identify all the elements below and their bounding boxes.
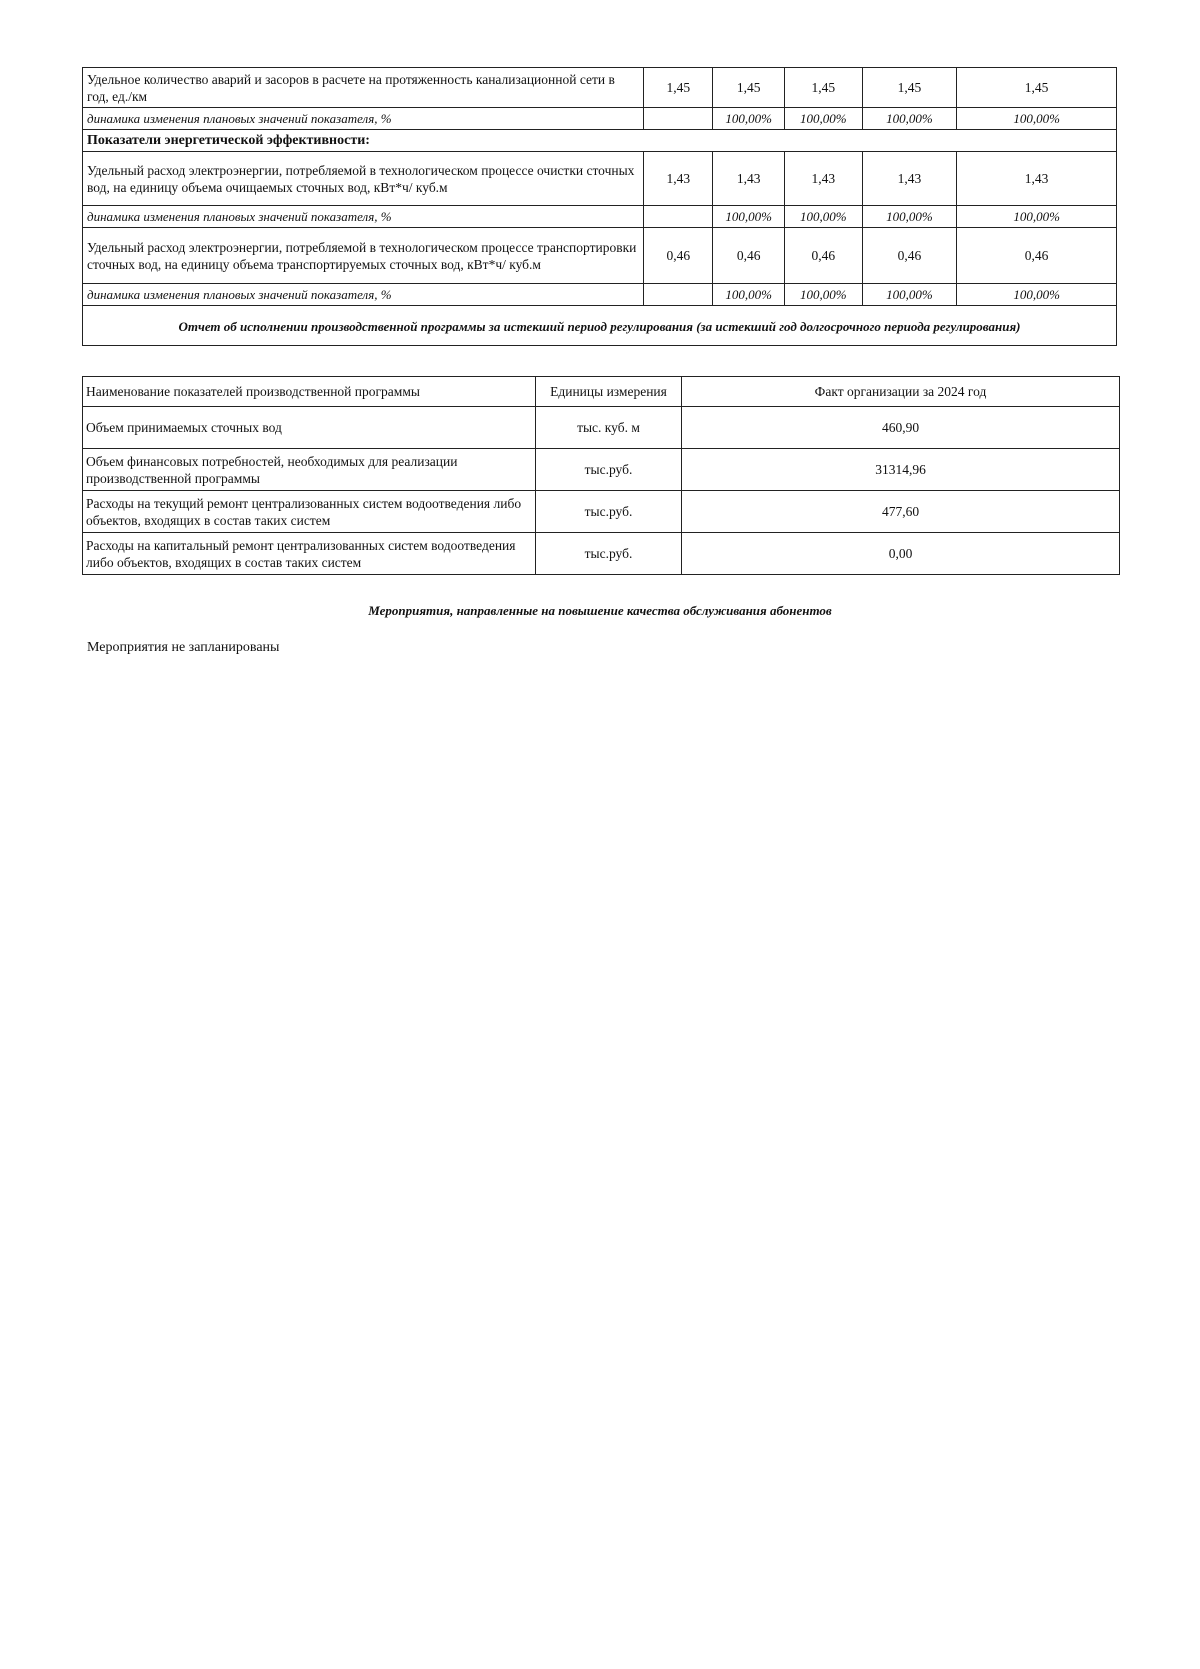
dynamics-value: 100,00%	[957, 206, 1117, 228]
row-fact: 31314,96	[682, 449, 1120, 491]
report-table-body	[83, 407, 1120, 575]
report-row	[83, 533, 1120, 575]
dynamics-value: 100,00%	[784, 284, 862, 306]
indicator-row	[83, 152, 1117, 206]
dynamics-value: 100,00%	[784, 206, 862, 228]
dynamics-value: 100,00%	[862, 284, 957, 306]
report-table-header	[83, 377, 1120, 407]
indicator-value: 1,45	[644, 68, 713, 108]
indicator-value: 0,46	[713, 228, 784, 284]
dynamics-value: 100,00%	[862, 206, 957, 228]
indicator-value: 1,45	[957, 68, 1117, 108]
indicator-value: 0,46	[862, 228, 957, 284]
section-title: Показатели энергетической эффективности:	[83, 130, 1117, 152]
section-row	[83, 130, 1117, 152]
indicator-value: 1,43	[957, 152, 1117, 206]
indicator-value: 1,43	[713, 152, 784, 206]
indicator-value: 0,46	[957, 228, 1117, 284]
indicators-table	[82, 67, 1117, 346]
indicator-label: Удельное количество аварий и засоров в расчете на протяженность канализационной сети в год, ед./км	[83, 68, 644, 108]
dynamics-row	[83, 108, 1117, 130]
indicator-value: 1,43	[644, 152, 713, 206]
row-units: тыс.руб.	[536, 491, 682, 533]
row-fact: 0,00	[682, 533, 1120, 575]
dynamics-value: 100,00%	[713, 108, 784, 130]
indicator-value: 0,46	[784, 228, 862, 284]
row-fact: 460,90	[682, 407, 1120, 449]
report-table	[82, 376, 1120, 575]
report-header-name: Наименование показателей производственной программы	[83, 377, 536, 407]
indicator-value: 1,43	[862, 152, 957, 206]
dynamics-value: 100,00%	[713, 284, 784, 306]
row-units: тыс.руб.	[536, 533, 682, 575]
dynamics-value	[644, 206, 713, 228]
row-units: тыс.руб.	[536, 449, 682, 491]
measures-heading: Мероприятия, направленные на повышение качества обслуживания абонентов	[368, 603, 832, 618]
dynamics-value: 100,00%	[957, 284, 1117, 306]
report-header-units: Единицы измерения	[536, 377, 682, 407]
row-name: Объем принимаемых сточных вод	[83, 407, 536, 449]
indicator-value: 1,45	[713, 68, 784, 108]
row-name: Расходы на текущий ремонт централизованных систем водоотведения либо объектов, входящих в состав таких систем	[83, 491, 536, 533]
dynamics-value: 100,00%	[862, 108, 957, 130]
indicator-value: 1,45	[784, 68, 862, 108]
indicator-row	[83, 68, 1117, 108]
report-row	[83, 407, 1120, 449]
report-header-fact: Факт организации за 2024 год	[682, 377, 1120, 407]
dynamics-label: динамика изменения плановых значений показателя, %	[83, 206, 644, 228]
report-row	[83, 449, 1120, 491]
dynamics-row	[83, 206, 1117, 228]
report-row	[83, 491, 1120, 533]
dynamics-value	[644, 108, 713, 130]
row-name: Расходы на капитальный ремонт централизованных систем водоотведения либо объектов, входящих в состав таких систем	[83, 533, 536, 575]
dynamics-label: динамика изменения плановых значений показателя, %	[83, 284, 644, 306]
dynamics-value: 100,00%	[713, 206, 784, 228]
dynamics-row	[83, 284, 1117, 306]
row-fact: 477,60	[682, 491, 1120, 533]
row-units: тыс. куб. м	[536, 407, 682, 449]
dynamics-label: динамика изменения плановых значений показателя, %	[83, 108, 644, 130]
indicators-table-body	[83, 68, 1117, 346]
indicator-value: 1,45	[862, 68, 957, 108]
measures-text: Мероприятия не запланированы	[87, 640, 280, 655]
indicator-value: 1,43	[784, 152, 862, 206]
indicator-row	[83, 228, 1117, 284]
indicator-value: 0,46	[644, 228, 713, 284]
indicator-label: Удельный расход электроэнергии, потребляемой в технологическом процессе транспортировки сточных вод, на единицу объема транспортируемых сточных вод, кВт*ч/ куб.м	[83, 228, 644, 284]
dynamics-value	[644, 284, 713, 306]
report-caption: Отчет об исполнении производственной программы за истекший период регулирования (за истекший год долгосрочного периода регулирования)	[83, 306, 1117, 346]
row-name: Объем финансовых потребностей, необходимых для реализации производственной программы	[83, 449, 536, 491]
dynamics-value: 100,00%	[784, 108, 862, 130]
indicator-label: Удельный расход электроэнергии, потребляемой в технологическом процессе очистки сточных вод, на единицу объема очищаемых сточных вод, кВт*ч/ куб.м	[83, 152, 644, 206]
report-caption-row	[83, 306, 1117, 346]
report-header-row	[83, 377, 1120, 407]
dynamics-value: 100,00%	[957, 108, 1117, 130]
